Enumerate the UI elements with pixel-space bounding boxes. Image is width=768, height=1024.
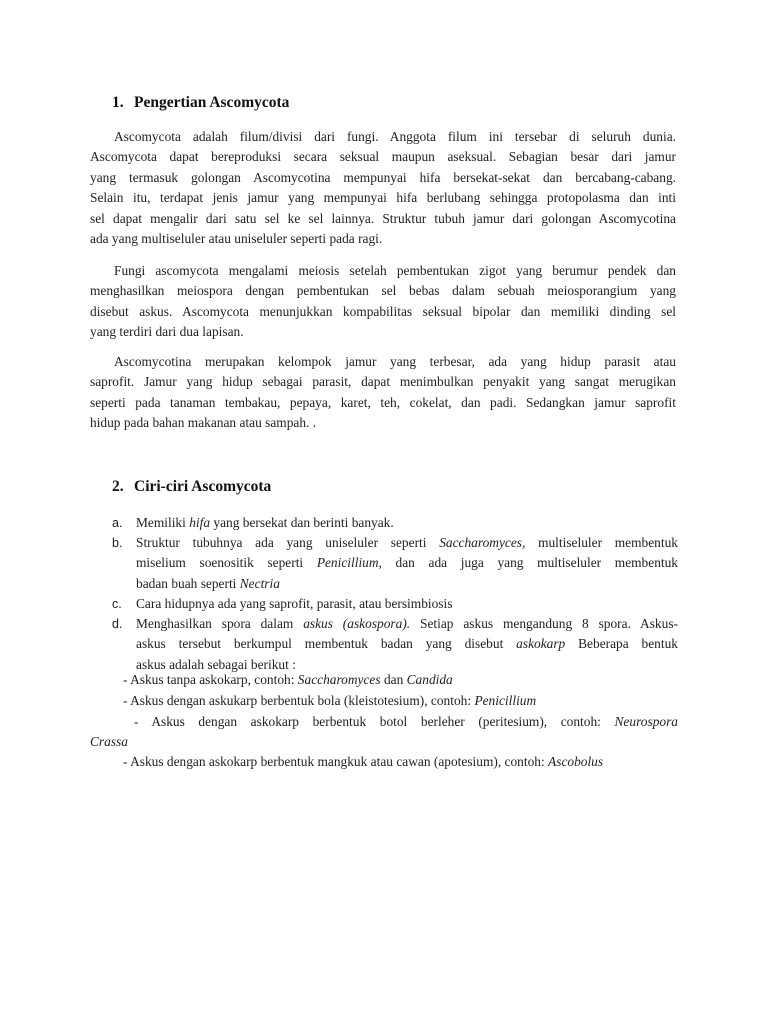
list-item-text: Cara hidupnya ada yang saprofit, parasit, atau bersimbiosis: [136, 596, 453, 611]
text-run: miselium soenositik seperti: [136, 555, 317, 571]
list-item-line: [136, 574, 678, 594]
italic-term: hifa: [189, 515, 211, 530]
paragraph-line: yang termasuk golongan Ascomycotina mempunyai hifa bersekat-sekat dan bercabang-cabang.: [90, 169, 676, 185]
text-run: - Askus tanpa askokarp, contoh:: [123, 672, 298, 687]
paragraph-line: yang terdiri dari dua lapisan.: [90, 324, 244, 340]
paragraph-1: [90, 127, 676, 249]
italic-term: Neurospora: [614, 714, 678, 729]
italic-term: Saccharomyces,: [439, 535, 526, 550]
italic-term: Candida: [406, 672, 453, 687]
text-run: Beberapa bentuk: [565, 636, 678, 652]
sub-item-1: [123, 670, 453, 690]
text-run: - Askus dengan askukarp berbentuk bola (kleistotesium), contoh:: [123, 693, 475, 708]
list-item-line: [136, 614, 678, 634]
paragraph-line: Fungi ascomycota mengalami meiosis setelah pembentukan zigot yang berumur pendek dan: [114, 263, 676, 278]
list-item-line: [136, 553, 678, 573]
section-1-heading: [112, 94, 289, 112]
section-1-title: Pengertian Ascomycota: [134, 94, 290, 111]
list-item-text: [136, 513, 678, 533]
text-run: badan buah seperti: [136, 575, 240, 591]
text-run: askus tersebut berkumpul membentuk badan yang disebut: [136, 636, 517, 652]
paragraph-line: Ascomycota dapat bereproduksi secara seksual maupun aseksual. Sebagian besar dari jamur: [90, 149, 676, 165]
list-marker: d.: [112, 617, 123, 631]
italic-term: askus (askospora).: [303, 616, 411, 631]
text-run: yang bersekat dan berinti banyak.: [210, 515, 394, 530]
italic-term: Penicillium,: [316, 555, 382, 571]
italic-term: Penicillium: [474, 693, 537, 708]
paragraph-line: seperti pada tanaman tembakau, pepaya, karet, teh, cokelat, dan padi. Sedangkan jamur saprofit: [90, 394, 676, 410]
paragraph-3: [90, 352, 676, 434]
text-run: dan ada juga yang multiseluler membentuk: [381, 555, 678, 571]
text-run: - Askus dengan askokarp berbentuk botol berleher (peritesium), contoh:: [134, 714, 615, 729]
paragraph-2: [90, 261, 676, 343]
paragraph-line: disebut askus. Ascomycota menunjukkan kompabilitas seksual bipolar dan memiliki dinding sel: [90, 303, 676, 319]
paragraph-line: sel dapat mengalir dari satu sel ke sel lainnya. Struktur tubuh jamur dari golongan Ascomycotina: [90, 210, 676, 226]
paragraph-line: Selain itu, terdapat jenis jamur yang mempunyai hifa berlubang sehingga protopolasma dan inti: [90, 190, 676, 206]
text-run: Memiliki: [136, 515, 190, 530]
list-item-line: askus adalah sebagai berikut :: [136, 656, 296, 672]
italic-term: Ascobolus: [548, 754, 604, 769]
section-2-number: 2.: [112, 478, 124, 495]
paragraph-line: Ascomycotina merupakan kelompok jamur yang terbesar, ada yang hidup parasit atau: [114, 354, 676, 369]
paragraph-line: saprofit. Jamur yang hidup sebagai parasit, dapat menimbulkan penyakit yang sangat merugikan: [90, 374, 676, 390]
text-run: Setiap askus mengandung 8 spora. Askus-: [410, 616, 678, 631]
paragraph-line: Ascomycota adalah filum/divisi dari fungi. Anggota filum ini tersebar di seluruh dunia.: [114, 129, 676, 144]
list-marker: c.: [112, 597, 122, 611]
sub-item-3-wrap: [90, 732, 128, 752]
list-item-line: [136, 634, 678, 654]
paragraph-line: menghasilkan meiospora dengan pembentukan sel bebas dalam sebuah meiosporangium yang: [90, 283, 676, 299]
section-2-heading: [112, 478, 271, 496]
italic-term: askokarp: [516, 636, 566, 652]
text-run: dan: [380, 672, 407, 687]
list-marker: b.: [112, 536, 123, 550]
text-run: Struktur tubuhnya ada yang uniseluler seperti: [136, 535, 440, 550]
italic-term: Saccharomyces: [297, 672, 381, 687]
italic-term: Crassa: [90, 734, 128, 749]
section-1-number: 1.: [112, 94, 124, 111]
sub-item-2: [123, 691, 536, 711]
paragraph-line: ada yang multiseluler atau uniseluler seperti pada ragi.: [90, 231, 383, 247]
list-item-line: [136, 533, 678, 553]
text-run: multiseluler membentuk: [525, 535, 678, 550]
sub-item-4: [123, 752, 603, 772]
text-run: - Askus dengan askokarp berbentuk mangkuk atau cawan (apotesium), contoh:: [123, 754, 549, 769]
italic-term: Nectria: [239, 575, 280, 591]
paragraph-line: hidup pada bahan makanan atau sampah. .: [90, 415, 317, 431]
text-run: Menghasilkan spora dalam: [136, 616, 304, 631]
sub-item-3: [134, 712, 678, 732]
section-2-title: Ciri-ciri Ascomycota: [134, 478, 272, 495]
list-marker: a.: [112, 516, 123, 530]
